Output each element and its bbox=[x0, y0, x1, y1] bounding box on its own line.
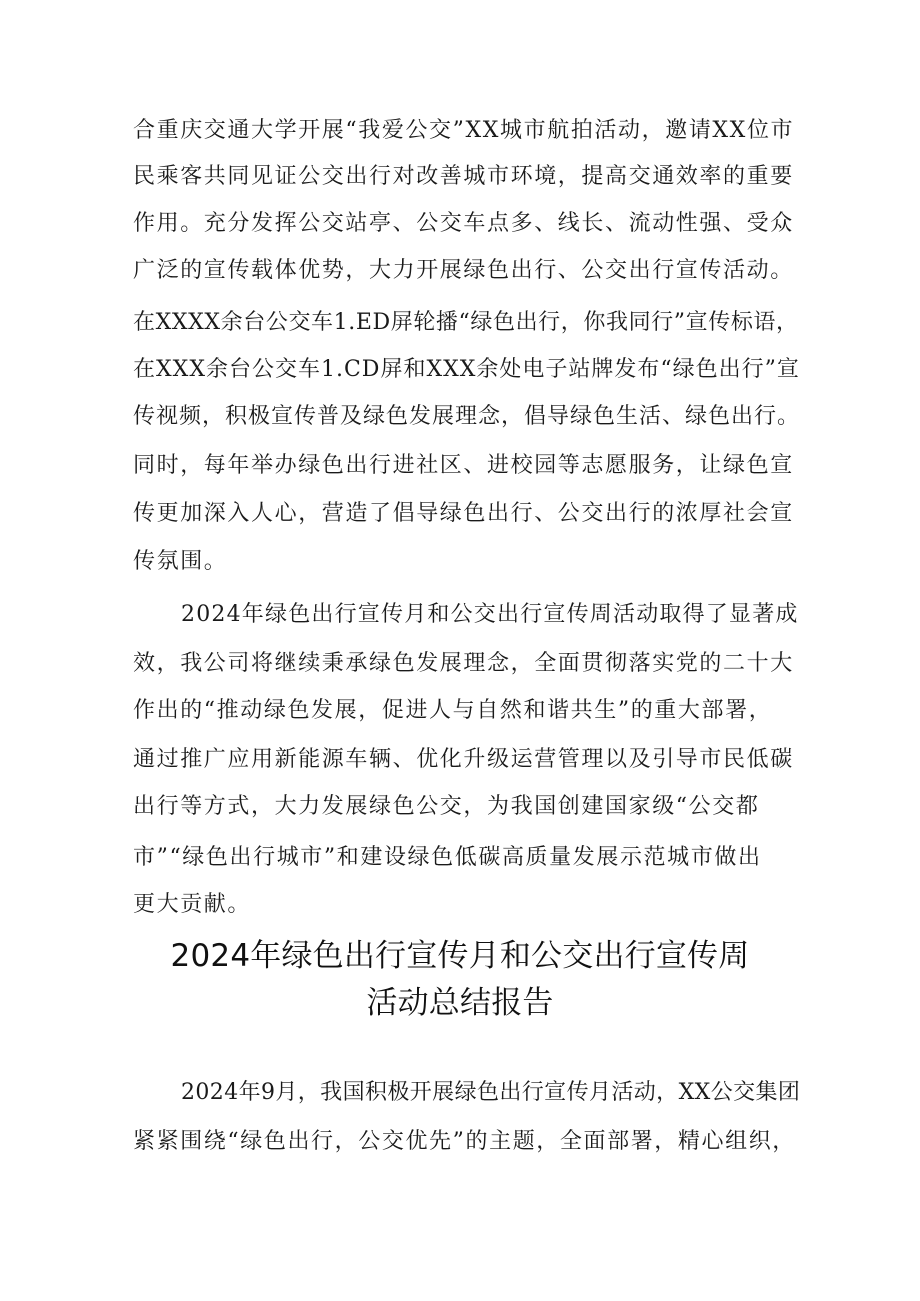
paragraph-1-line: 传氛围。 bbox=[133, 549, 228, 574]
paragraph-3-line: 紧紧围绕“绿色出行，公交优先”的主题，全面部署，精心组织， bbox=[133, 1129, 796, 1154]
paragraph-1-line: 民乘客共同见证公交出行对改善城市环境，提高交通效率的重要 bbox=[133, 164, 794, 189]
paragraph-1-line: 广泛的宣传载体优势，大力开展绿色出行、公交出行宣传活动。 bbox=[133, 258, 794, 283]
paragraph-1-line: 作用。充分发挥公交站亭、公交车点多、线长、流动性强、受众 bbox=[133, 211, 794, 236]
paragraph-1-line: 在XXX余台公交车1.CD屏和XXX余处电子站牌发布“绿色出行”宣 bbox=[133, 357, 800, 382]
title-line-2: 活动总结报告 bbox=[366, 985, 554, 1021]
paragraph-2-line: 2024年绿色出行宣传月和公交出行宣传周活动取得了显著成 bbox=[181, 602, 799, 627]
paragraph-2-line: 效，我公司将继续秉承绿色发展理念，全面贯彻落实党的二十大 bbox=[133, 651, 794, 676]
paragraph-2-line: 作出的“推动绿色发展，促进人与自然和谐共生”的重大部署， bbox=[133, 698, 773, 723]
title-line-1: 2024年绿色出行宣传月和公交出行宣传周 bbox=[170, 938, 750, 974]
paragraph-2-line: 更大贡献。 bbox=[133, 892, 252, 917]
paragraph-2-line: 出行等方式，大力发展绿色公交，为我国创建国家级“公交都 bbox=[133, 794, 760, 819]
paragraph-1-line: 合重庆交通大学开展“我爱公交”XX城市航拍活动，邀请XX位市 bbox=[133, 118, 795, 143]
paragraph-2-line: 通过推广应用新能源车辆、优化升级运营管理以及引导市民低碳 bbox=[133, 747, 794, 772]
paragraph-2-line: 市”“绿色出行城市”和建设绿色低碳高质量发展示范城市做出 bbox=[133, 845, 762, 870]
paragraph-1-line: 在XXXX余台公交车1.ED屏轮播“绿色出行，你我同行”宣传标语， bbox=[133, 310, 799, 335]
paragraph-3-line: 2024年9月，我国积极开展绿色出行宣传月活动，XX公交集团 bbox=[181, 1080, 801, 1105]
paragraph-1-line: 同时，每年举办绿色出行进社区、进校园等志愿服务，让绿色宣 bbox=[133, 453, 794, 478]
paragraph-1-line: 传更加深入人心，营造了倡导绿色出行、公交出行的浓厚社会宣 bbox=[133, 501, 794, 526]
paragraph-1-line: 传视频，积极宣传普及绿色发展理念，倡导绿色生活、绿色出行。 bbox=[133, 404, 801, 429]
